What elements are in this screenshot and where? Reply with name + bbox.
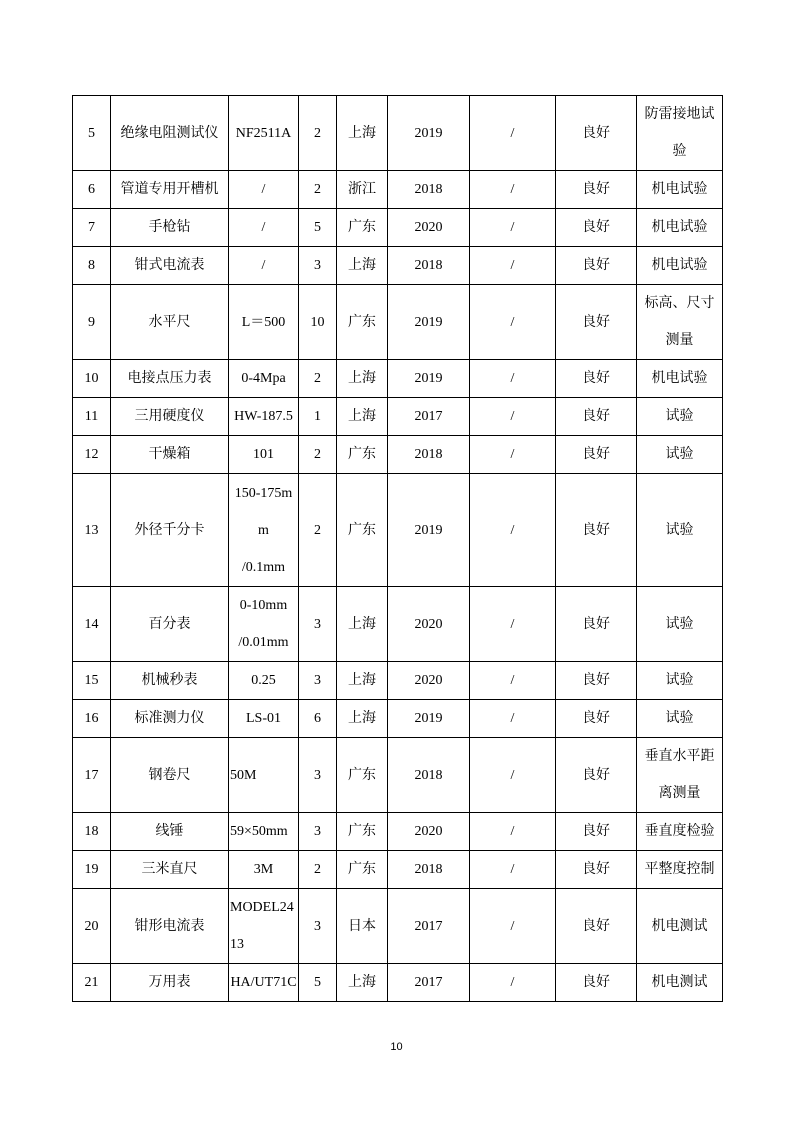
cell-extra: /: [470, 247, 556, 285]
cell-use: 防雷接地试验: [637, 96, 723, 171]
table-row: [73, 587, 723, 662]
table-row: [73, 813, 723, 851]
cell-no: 19: [73, 851, 111, 889]
cell-model: /: [229, 247, 299, 285]
cell-origin: 上海: [337, 96, 388, 171]
cell-extra: /: [470, 851, 556, 889]
table-row: [73, 285, 723, 360]
cell-use: 试验: [637, 662, 723, 700]
cell-status: 良好: [556, 398, 637, 436]
cell-name: 三米直尺: [111, 851, 229, 889]
table-row: [73, 964, 723, 1002]
cell-year: 2019: [388, 96, 470, 171]
cell-model: 150-175mm /0.1mm: [229, 474, 299, 587]
cell-name: 电接点压力表: [111, 360, 229, 398]
cell-qty: 3: [299, 738, 337, 813]
cell-origin: 上海: [337, 247, 388, 285]
cell-use: 试验: [637, 474, 723, 587]
cell-origin: 上海: [337, 662, 388, 700]
cell-model: /: [229, 171, 299, 209]
cell-use: 试验: [637, 700, 723, 738]
cell-origin: 广东: [337, 285, 388, 360]
table-row: [73, 360, 723, 398]
cell-name: 钳式电流表: [111, 247, 229, 285]
cell-year: 2019: [388, 285, 470, 360]
cell-extra: /: [470, 738, 556, 813]
cell-extra: /: [470, 209, 556, 247]
cell-status: 良好: [556, 700, 637, 738]
table-row: [73, 851, 723, 889]
cell-model: 0-4Mpa: [229, 360, 299, 398]
cell-year: 2018: [388, 171, 470, 209]
cell-no: 10: [73, 360, 111, 398]
cell-model: /: [229, 209, 299, 247]
cell-origin: 广东: [337, 436, 388, 474]
cell-extra: /: [470, 285, 556, 360]
cell-name: 线锤: [111, 813, 229, 851]
cell-year: 2020: [388, 209, 470, 247]
cell-origin: 上海: [337, 964, 388, 1002]
cell-model: HW-187.5: [229, 398, 299, 436]
cell-name: 钳形电流表: [111, 889, 229, 964]
cell-year: 2018: [388, 436, 470, 474]
cell-model: NF2511A: [229, 96, 299, 171]
cell-model: 101: [229, 436, 299, 474]
cell-name: 干燥箱: [111, 436, 229, 474]
cell-qty: 2: [299, 474, 337, 587]
cell-no: 5: [73, 96, 111, 171]
cell-qty: 2: [299, 360, 337, 398]
cell-status: 良好: [556, 247, 637, 285]
cell-origin: 上海: [337, 587, 388, 662]
table-row: [73, 436, 723, 474]
cell-year: 2020: [388, 813, 470, 851]
cell-name: 机械秒表: [111, 662, 229, 700]
cell-no: 20: [73, 889, 111, 964]
cell-origin: 广东: [337, 474, 388, 587]
cell-no: 8: [73, 247, 111, 285]
cell-origin: 浙江: [337, 171, 388, 209]
cell-extra: /: [470, 96, 556, 171]
table-row: [73, 171, 723, 209]
cell-qty: 3: [299, 662, 337, 700]
cell-model: LS-01: [229, 700, 299, 738]
cell-use: 试验: [637, 436, 723, 474]
cell-extra: /: [470, 171, 556, 209]
cell-no: 7: [73, 209, 111, 247]
cell-origin: 上海: [337, 360, 388, 398]
cell-use: 机电测试: [637, 964, 723, 1002]
cell-year: 2019: [388, 474, 470, 587]
cell-origin: 上海: [337, 700, 388, 738]
cell-no: 16: [73, 700, 111, 738]
cell-extra: /: [470, 813, 556, 851]
cell-model: L＝500: [229, 285, 299, 360]
cell-qty: 10: [299, 285, 337, 360]
cell-origin: 上海: [337, 398, 388, 436]
cell-status: 良好: [556, 209, 637, 247]
cell-year: 2020: [388, 587, 470, 662]
cell-extra: /: [470, 360, 556, 398]
cell-extra: /: [470, 587, 556, 662]
cell-no: 6: [73, 171, 111, 209]
cell-name: 手枪钻: [111, 209, 229, 247]
cell-use: 垂直水平距离测量: [637, 738, 723, 813]
cell-use: 平整度控制: [637, 851, 723, 889]
cell-extra: /: [470, 662, 556, 700]
cell-qty: 1: [299, 398, 337, 436]
cell-model: 50M: [229, 738, 299, 813]
cell-status: 良好: [556, 171, 637, 209]
cell-name: 外径千分卡: [111, 474, 229, 587]
cell-model: 3M: [229, 851, 299, 889]
cell-year: 2018: [388, 738, 470, 813]
cell-status: 良好: [556, 360, 637, 398]
cell-no: 18: [73, 813, 111, 851]
cell-model: HA/UT71C: [229, 964, 299, 1002]
cell-name: 管道专用开槽机: [111, 171, 229, 209]
cell-qty: 3: [299, 247, 337, 285]
cell-extra: /: [470, 398, 556, 436]
table-row: [73, 247, 723, 285]
cell-no: 13: [73, 474, 111, 587]
table-row: [73, 96, 723, 171]
cell-qty: 3: [299, 813, 337, 851]
cell-status: 良好: [556, 662, 637, 700]
page-number: 10: [390, 1041, 403, 1053]
cell-year: 2019: [388, 700, 470, 738]
cell-qty: 3: [299, 889, 337, 964]
table-row: [73, 209, 723, 247]
cell-qty: 5: [299, 964, 337, 1002]
cell-year: 2017: [388, 889, 470, 964]
table-row: [73, 662, 723, 700]
cell-name: 绝缘电阻测试仪: [111, 96, 229, 171]
cell-no: 15: [73, 662, 111, 700]
cell-no: 9: [73, 285, 111, 360]
table-row: [73, 738, 723, 813]
cell-qty: 2: [299, 436, 337, 474]
cell-status: 良好: [556, 474, 637, 587]
cell-use: 试验: [637, 587, 723, 662]
table-row: [73, 700, 723, 738]
cell-status: 良好: [556, 738, 637, 813]
cell-model: 59×50mm: [229, 813, 299, 851]
cell-origin: 广东: [337, 209, 388, 247]
cell-model: MODEL2413: [229, 889, 299, 964]
cell-no: 14: [73, 587, 111, 662]
cell-extra: /: [470, 964, 556, 1002]
cell-status: 良好: [556, 851, 637, 889]
cell-name: 水平尺: [111, 285, 229, 360]
cell-use: 机电试验: [637, 247, 723, 285]
cell-status: 良好: [556, 813, 637, 851]
cell-qty: 2: [299, 96, 337, 171]
cell-use: 机电试验: [637, 360, 723, 398]
cell-status: 良好: [556, 587, 637, 662]
cell-origin: 日本: [337, 889, 388, 964]
cell-name: 标准测力仪: [111, 700, 229, 738]
cell-status: 良好: [556, 436, 637, 474]
cell-year: 2018: [388, 247, 470, 285]
cell-year: 2019: [388, 360, 470, 398]
equipment-table: [72, 95, 723, 1002]
cell-qty: 3: [299, 587, 337, 662]
cell-no: 11: [73, 398, 111, 436]
cell-extra: /: [470, 436, 556, 474]
cell-use: 机电试验: [637, 209, 723, 247]
cell-origin: 广东: [337, 738, 388, 813]
cell-year: 2018: [388, 851, 470, 889]
cell-use: 机电试验: [637, 171, 723, 209]
cell-qty: 6: [299, 700, 337, 738]
cell-name: 三用硬度仪: [111, 398, 229, 436]
cell-no: 12: [73, 436, 111, 474]
cell-use: 标高、尺寸测量: [637, 285, 723, 360]
cell-model: 0-10mm /0.01mm: [229, 587, 299, 662]
cell-status: 良好: [556, 96, 637, 171]
cell-extra: /: [470, 474, 556, 587]
cell-name: 万用表: [111, 964, 229, 1002]
cell-use: 机电测试: [637, 889, 723, 964]
cell-extra: /: [470, 700, 556, 738]
cell-no: 17: [73, 738, 111, 813]
cell-year: 2017: [388, 398, 470, 436]
table-row: [73, 889, 723, 964]
cell-status: 良好: [556, 285, 637, 360]
cell-use: 垂直度检验: [637, 813, 723, 851]
cell-model: 0.25: [229, 662, 299, 700]
cell-name: 百分表: [111, 587, 229, 662]
cell-status: 良好: [556, 964, 637, 1002]
cell-no: 21: [73, 964, 111, 1002]
cell-origin: 广东: [337, 851, 388, 889]
cell-qty: 5: [299, 209, 337, 247]
table-row: [73, 398, 723, 436]
cell-qty: 2: [299, 171, 337, 209]
cell-status: 良好: [556, 889, 637, 964]
table-row: [73, 474, 723, 587]
cell-name: 钢卷尺: [111, 738, 229, 813]
cell-year: 2017: [388, 964, 470, 1002]
cell-origin: 广东: [337, 813, 388, 851]
cell-qty: 2: [299, 851, 337, 889]
cell-use: 试验: [637, 398, 723, 436]
cell-year: 2020: [388, 662, 470, 700]
cell-extra: /: [470, 889, 556, 964]
